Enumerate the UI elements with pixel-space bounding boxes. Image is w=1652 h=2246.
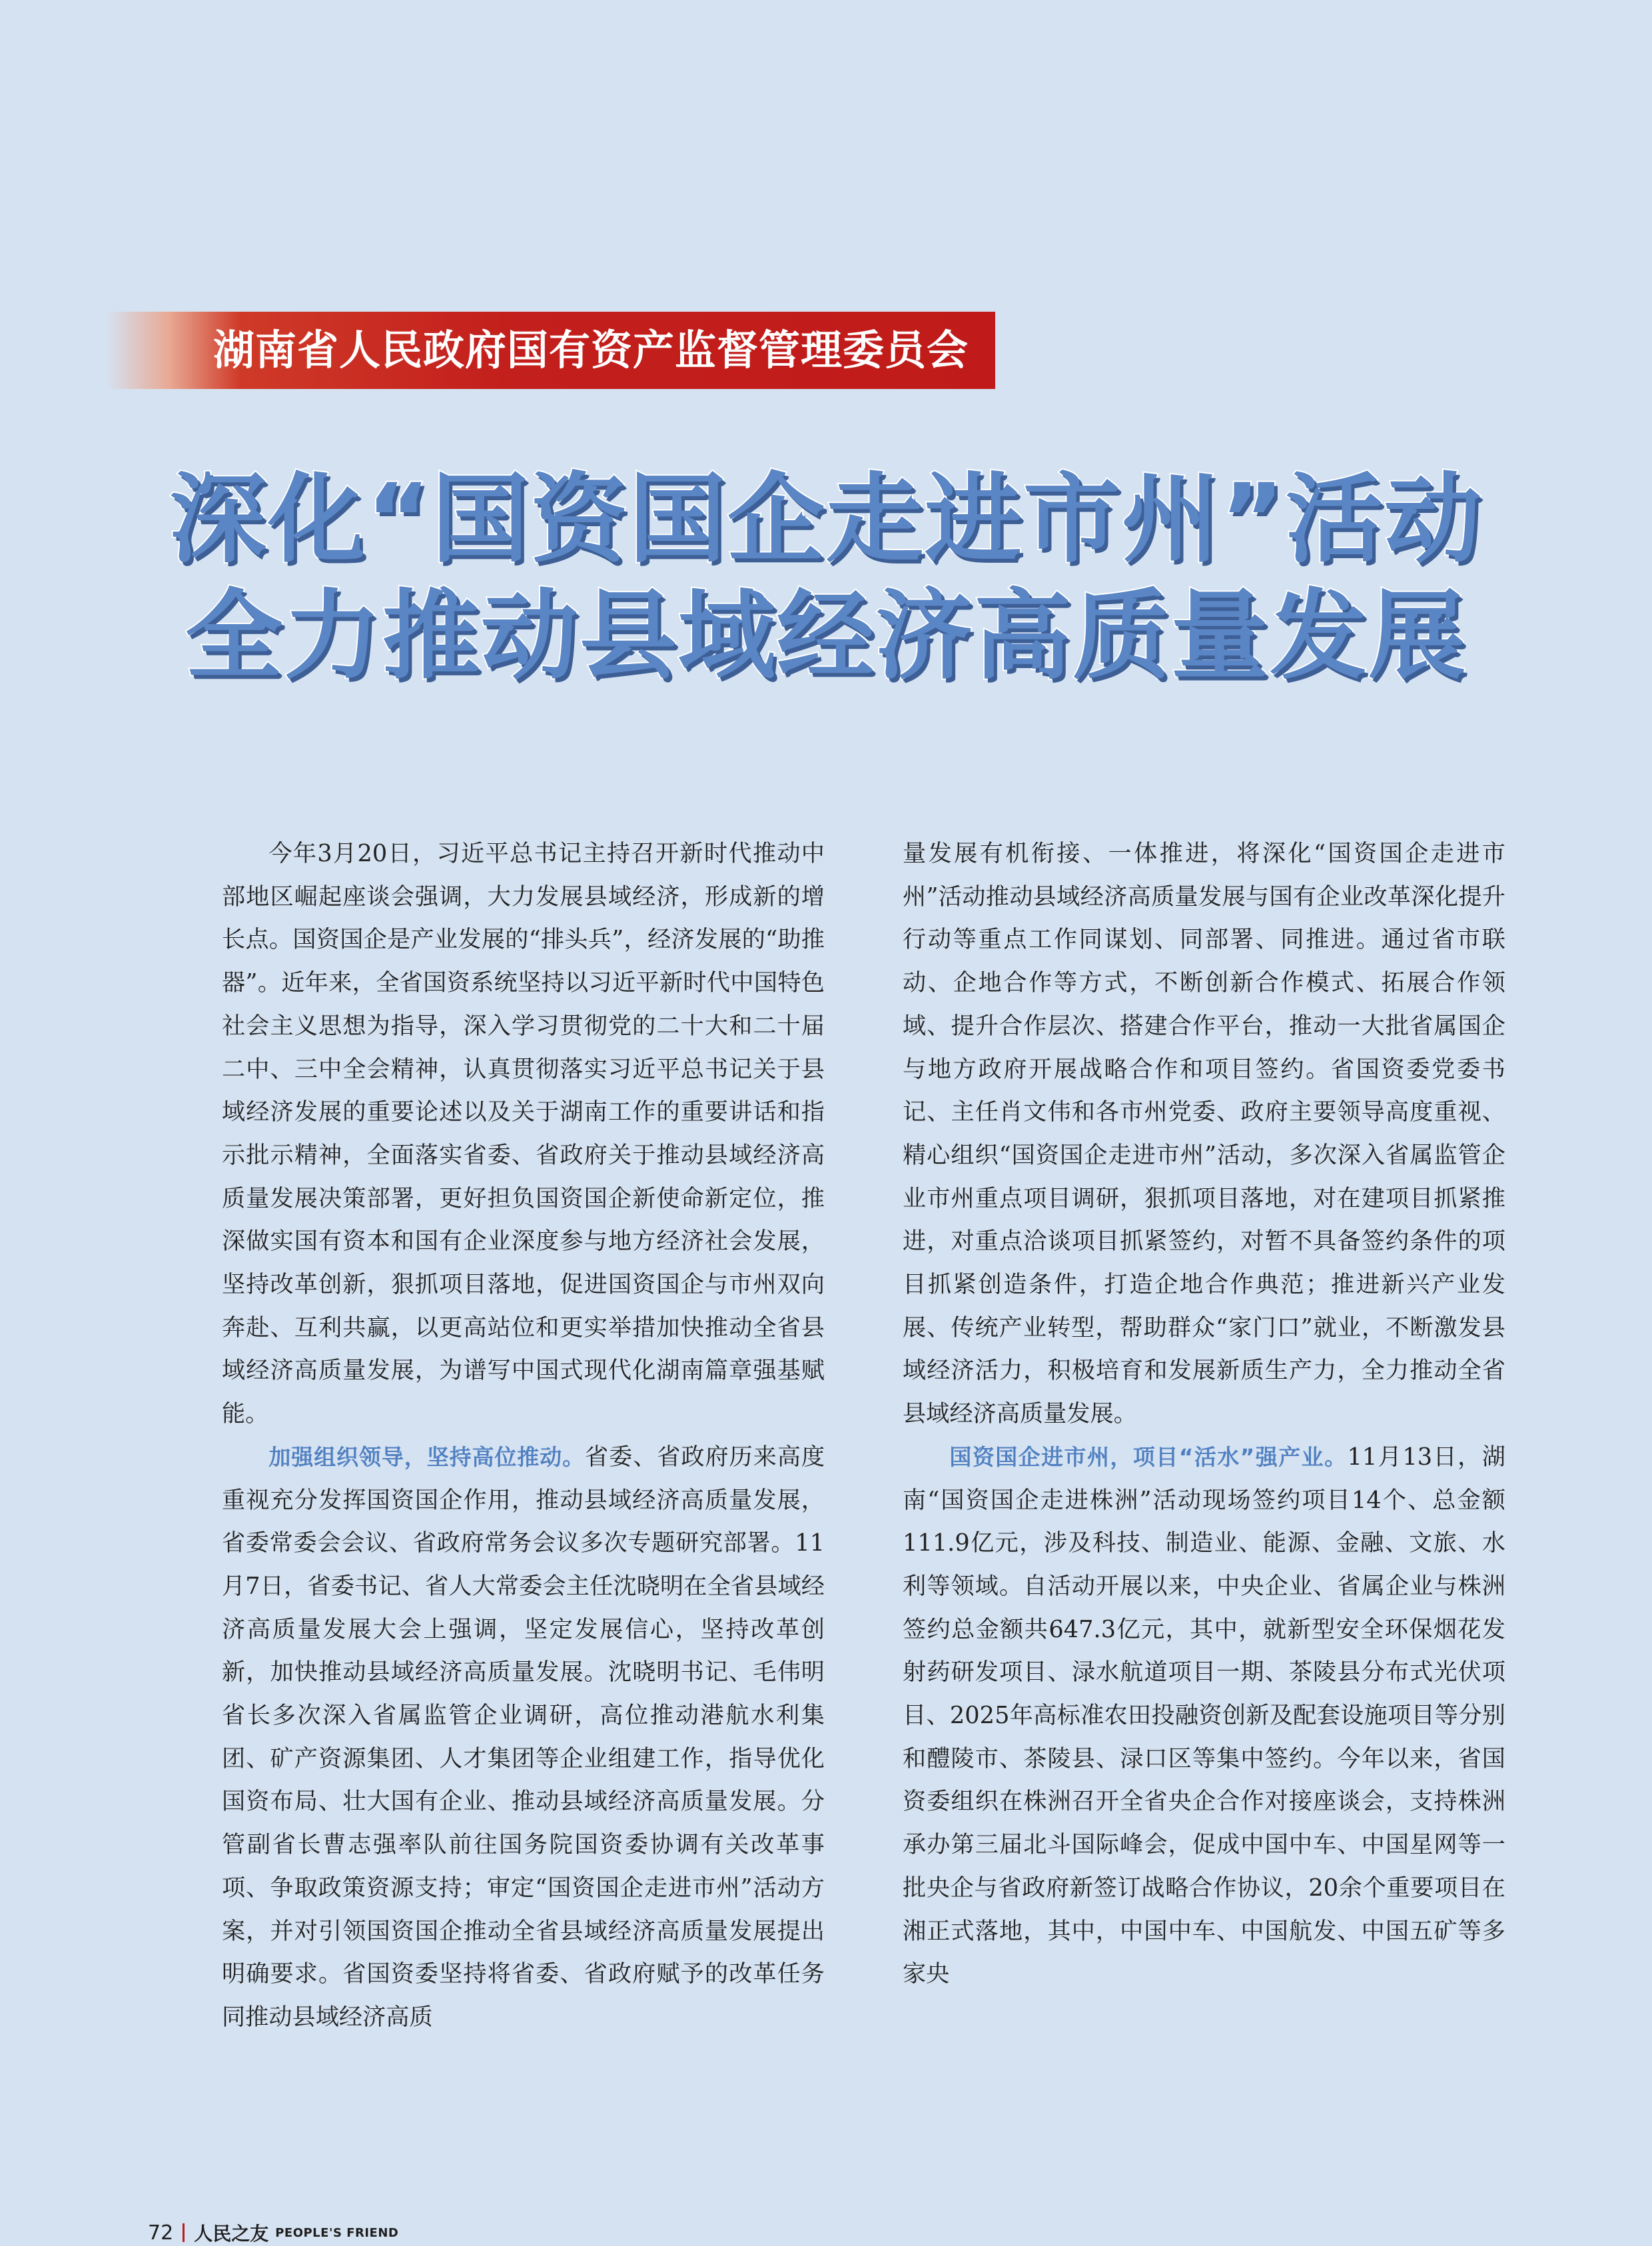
- page-footer: [148, 2219, 398, 2246]
- headline-line-1: 深化“国资国企走进市州”活动: [169, 463, 1483, 576]
- article-column-right: [903, 833, 1505, 1996]
- magazine-name-en: PEOPLE'S FRIEND: [275, 2225, 399, 2240]
- article-column-left: [222, 833, 825, 2040]
- section-body-leadership: 省委、省政府历来高度重视充分发挥国资国企作用，推动县域经济高质量发展，省委常委会会议、省政府常务会议多次专题研究部署。11月7日，省委书记、省人大常委会主任沈晓明在全省县域经济高质量发展大会上强调，坚定发展信心，坚持改革创新，加快推动县域经济高质量发展。沈晓明书记、毛伟明省长多次深入省属监管企业调研，高位推动港航水利集团、矿产资源集团、人才集团等企业组建工作，指导优化国资布局、壮大国有企业、推动县域经济高质量发展。分管副省长曹志强率队前往国务院国资委协调有关改革事项、争取政策资源支持；审定“国资国企走进市州”活动方案，并对引领国资国企推动全省县域经济高质量发展提出明确要求。省国资委坚持将省委、省政府赋予的改革任务同推动县域经济高质: [222, 1443, 825, 2031]
- organization-banner: [107, 312, 995, 389]
- paragraph-intro: 今年3月20日，习近平总书记主持召开新时代推动中部地区崛起座谈会强调，大力发展县域经济，形成新的增长点。国资国企是产业发展的“排头兵”，经济发展的“助推器”。近年来，全省国资系统坚持以习近平新时代中国特色社会主义思想为指导，深入学习贯彻党的二十大和二十届二中、三中全会精神，认真贯彻落实习近平总书记关于县域经济发展的重要论述以及关于湖南工作的重要讲话和指示批示精神，全面落实省委、省政府关于推动县域经济高质量发展决策部署，更好担负国资国企新使命新定位，推深做实国有资本和国有企业深度参与地方经济社会发展，坚持改革创新，狠抓项目落地，促进国资国企与市州双向奔赴、互利共赢，以更高站位和更实举措加快推动全省县域经济高质量发展，为谱写中国式现代化湖南篇章强基赋能。: [222, 840, 825, 1428]
- section-body-projects: 11月13日，湖南“国资国企走进株洲”活动现场签约项目14个、总金额111.9亿元，涉及科技、制造业、能源、金融、文旅、水利等领域。自活动开展以来，中央企业、省属企业与株洲签约总金额共647.3亿元，其中，就新型安全环保烟花发射药研发项目、渌水航道项目一期、茶陵县分布式光伏项目、2025年高标准农田投融资创新及配套设施项目等分别和醴陵市、茶陵县、渌口区等集中签约。今年以来，省国资委组织在株洲召开全省央企合作对接座谈会，支持株洲承办第三届北斗国际峰会，促成中国中车、中国星网等一批央企与省政府新签订战略合作协议，20余个重要项目在湘正式落地，其中，中国中车、中国航发、中国五矿等多家央: [903, 1443, 1505, 1988]
- footer-divider: [183, 2223, 185, 2242]
- headline-line-2: 全力推动县域经济高质量发展: [185, 579, 1467, 693]
- organization-name: 湖南省人民政府国有资产监督管理委员会: [213, 326, 969, 374]
- paragraph-projects: [903, 1436, 1505, 1996]
- section-lead-leadership: 加强组织领导，坚持高位推动。: [268, 1443, 586, 1470]
- magazine-name-cn: 人民之友: [194, 2223, 269, 2245]
- page-number: 72: [148, 2221, 174, 2245]
- paragraph-leadership: [222, 1436, 825, 2040]
- section-lead-projects: 国资国企进市州，项目“活水”强产业。: [949, 1443, 1348, 1470]
- paragraph-continuation: 量发展有机衔接、一体推进，将深化“国资国企走进市州”活动推动县域经济高质量发展与国有企业改革深化提升行动等重点工作同谋划、同部署、同推进。通过省市联动、企地合作等方式，不断创新合作模式、拓展合作领域、提升合作层次、搭建合作平台，推动一大批省属国企与地方政府开展战略合作和项目签约。省国资委党委书记、主任肖文伟和各市州党委、政府主要领导高度重视、精心组织“国资国企走进市州”活动，多次深入省属监管企业市州重点项目调研，狠抓项目落地，对在建项目抓紧推进，对重点洽谈项目抓紧签约，对暂不具备签约条件的项目抓紧创造条件，打造企地合作典范；推进新兴产业发展、传统产业转型，帮助群众“家门口”就业，不断激发县域经济活力，积极培育和发展新质生产力，全力推动全省县域经济高质量发展。: [903, 840, 1505, 1428]
